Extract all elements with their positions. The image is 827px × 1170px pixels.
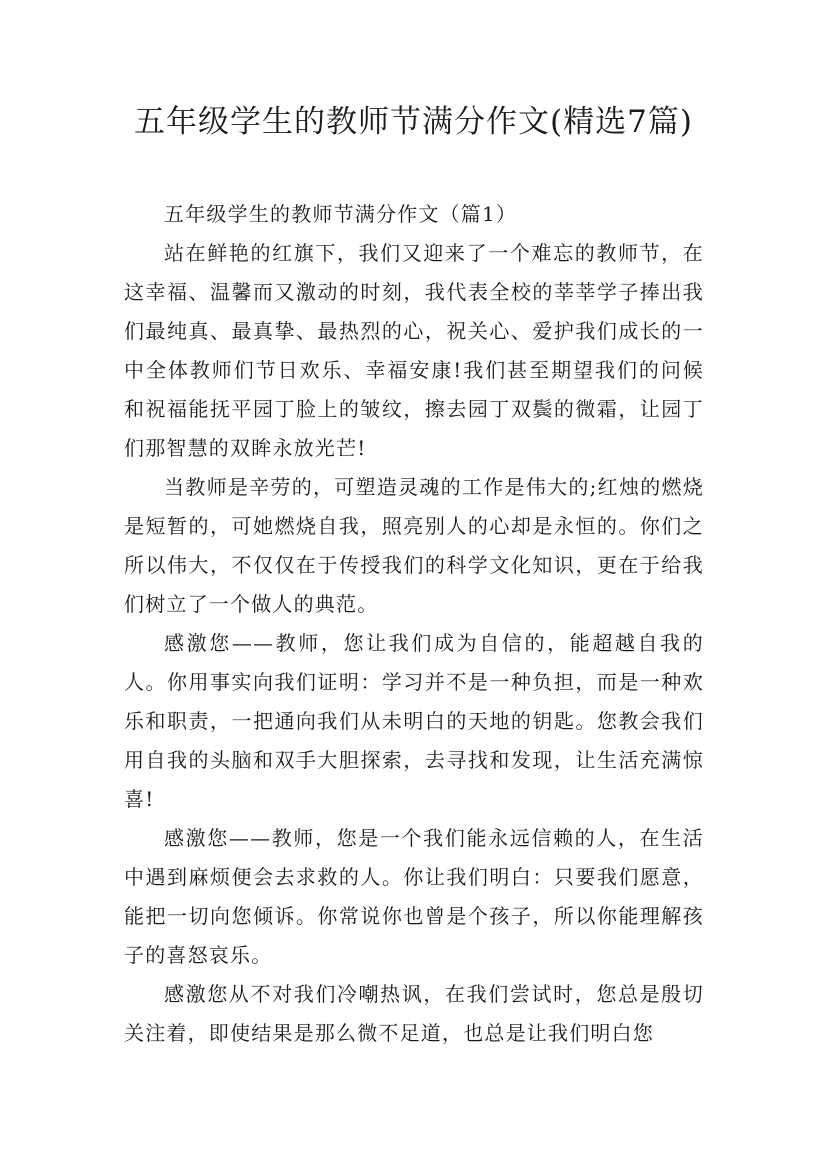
paragraph-3: 感激您——教师，您让我们成为自信的，能超越自我的人。你用事实向我们证明：学习并不是一种负担，而是一种欢乐和职责，一把通向我们从未明白的天地的钥匙。您教会我们用自我的头脑和双手大胆探索，去寻找和发现，让生活充满惊喜! (124, 631, 704, 811)
paragraph-1: 站在鲜艳的红旗下，我们又迎来了一个难忘的教师节，在这幸福、温馨而又激动的时刻，我代表全校的莘莘学子捧出我们最纯真、最真挚、最热烈的心，祝关心、爱护我们成长的一中全体教师们节日欢乐、幸福安康!我们甚至期望我们的问候和祝福能抚平园丁脸上的皱纹，擦去园丁双鬓的微霜，让园丁们那智慧的双眸永放光芒! (124, 241, 704, 460)
document-title: 五年级学生的教师节满分作文(精选7篇) (134, 104, 693, 140)
document-body (124, 195, 704, 1053)
paragraph-2: 当教师是辛劳的，可塑造灵魂的工作是伟大的;红烛的燃烧是短暂的，可她燃烧自我，照亮别人的心却是永恒的。你们之所以伟大，不仅仅在于传授我们的科学文化知识，更在于给我们树立了一个做人的典范。 (124, 475, 704, 616)
paragraph-5: 感激您从不对我们冷嘲热讽，在我们尝试时，您总是殷切关注着，即使结果是那么微不足道，也总是让我们明白您 (124, 982, 704, 1045)
paragraph-4: 感激您——教师，您是一个我们能永远信赖的人，在生活中遇到麻烦便会去求救的人。你让我们明白：只要我们愿意，能把一切向您倾诉。你常说你也曾是个孩子，所以你能理解孩子的喜怒哀乐。 (124, 826, 704, 967)
section-heading: 五年级学生的教师节满分作文（篇1） (164, 202, 518, 226)
